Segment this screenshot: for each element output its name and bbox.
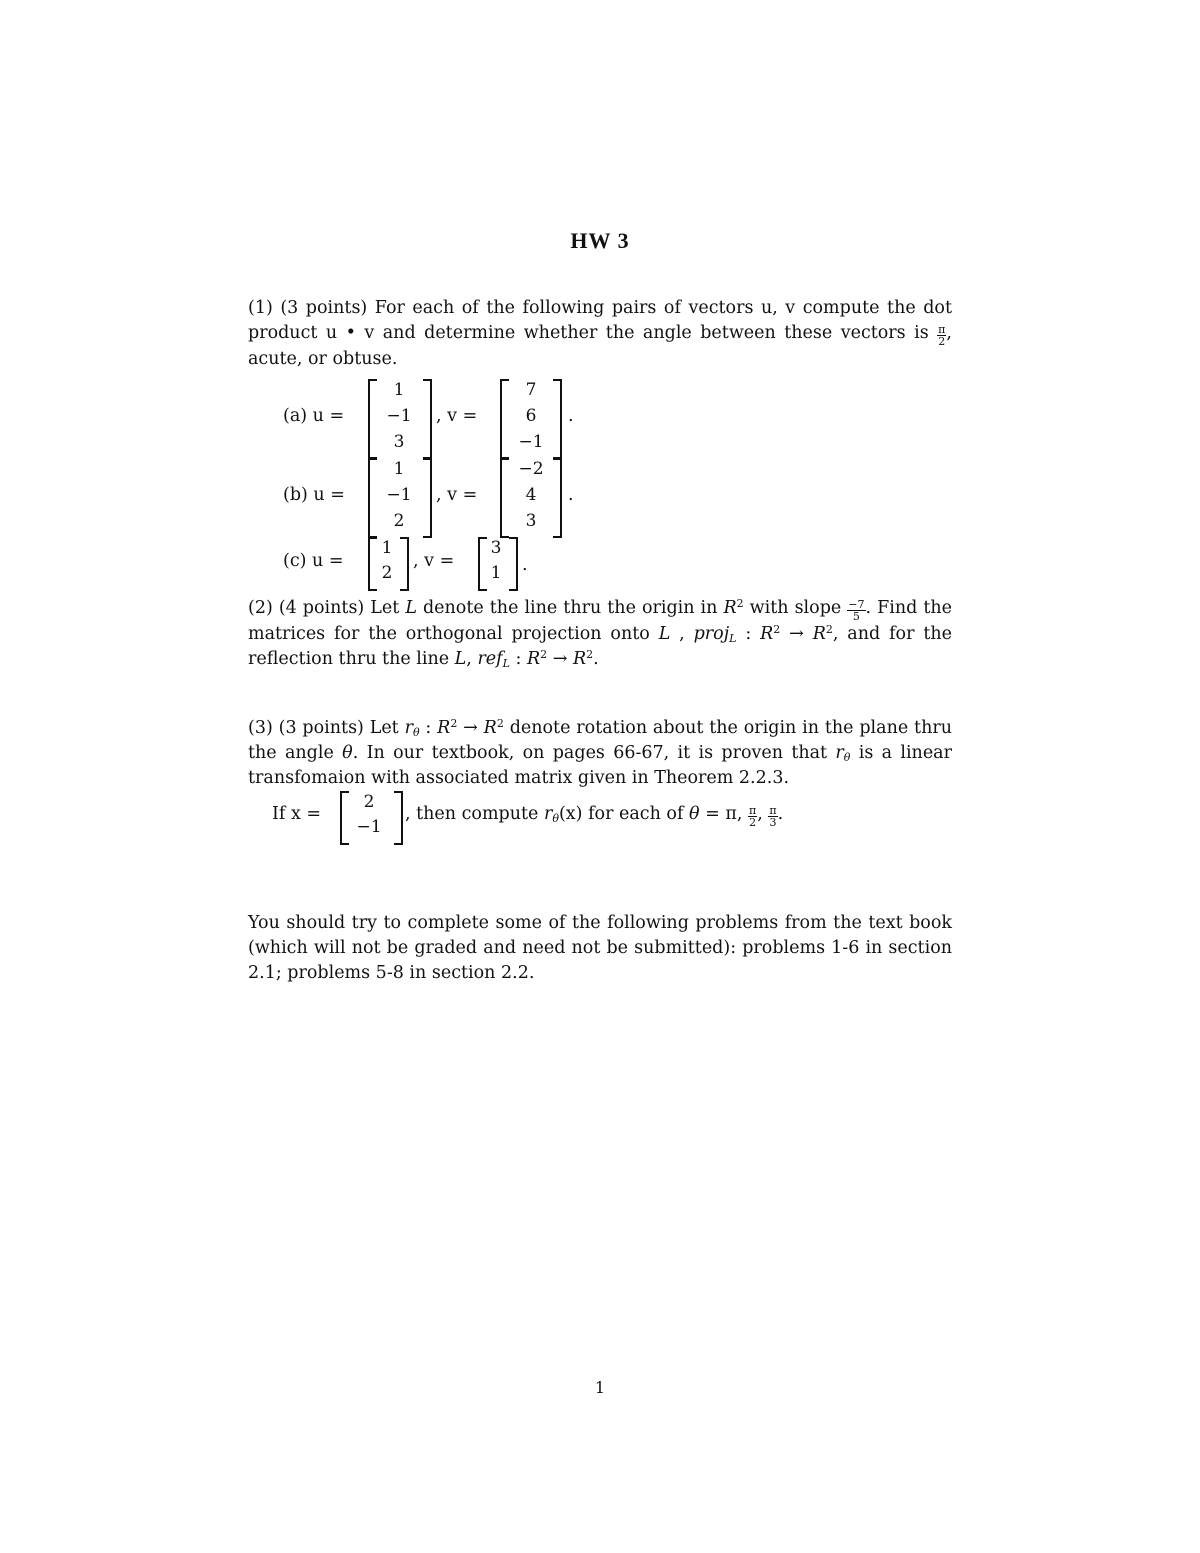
symbol-R: R — [483, 718, 497, 738]
bracket-right — [400, 537, 409, 591]
problem-3-text — [248, 716, 952, 791]
vector-a-v-1: 7 — [525, 380, 537, 400]
exponent: 2 — [540, 648, 548, 661]
text: : — [736, 624, 761, 644]
exponent: 2 — [825, 623, 833, 636]
symbol-R: R — [723, 598, 737, 618]
vector-b-v-1: −2 — [518, 459, 544, 479]
vector-b-label: (b) u = — [283, 485, 345, 505]
bracket-right — [509, 537, 518, 591]
exponent: 2 — [450, 717, 458, 730]
text: . In our textbook, on pages 66-67, it is proven that — [352, 743, 836, 763]
symbol-R: R — [526, 649, 541, 669]
subscript-L: L — [729, 632, 737, 645]
vector-a-v-2: 6 — [525, 406, 537, 426]
text: : — [509, 649, 527, 669]
text: denote the line thru the origin in — [416, 598, 724, 618]
period: . — [522, 555, 528, 575]
bracket-right — [423, 379, 432, 459]
text: with slope — [743, 598, 848, 618]
symbol-r: r — [404, 718, 413, 738]
text: , and for the reflection thru the line — [248, 624, 952, 669]
subscript-theta: θ — [412, 726, 420, 739]
bracket-right — [553, 379, 562, 459]
bracket-right — [394, 791, 403, 845]
symbol-L: L — [658, 624, 671, 644]
vector-a-u-1: 1 — [393, 380, 405, 400]
vector-a-v-3: −1 — [518, 432, 544, 452]
if-x-label: If x = — [272, 804, 322, 824]
page-title: HW 3 — [570, 228, 630, 253]
symbol-R: R — [760, 624, 774, 644]
text: , — [466, 649, 478, 669]
vector-b-v-2: 4 — [525, 485, 537, 505]
exponent: 2 — [773, 623, 781, 636]
period: . — [568, 485, 574, 505]
problem-3-then-text: , then compute $r_\theta(x)$ for each of θ = π, $\frac{\pi}{2}$ , $\frac{\pi}{3}$ . — [405, 804, 784, 829]
text: , — [670, 624, 694, 644]
period: . — [568, 406, 574, 426]
symbol-theta: θ — [342, 743, 353, 763]
pi-over-2-fraction: $\frac{\pi}{2}$ — [938, 323, 946, 348]
problem-2-text — [248, 596, 952, 672]
text: (2) (4 points) Let — [248, 598, 406, 618]
bracket-right — [423, 458, 432, 538]
vector-a-u-3: 3 — [393, 432, 405, 452]
exponent: 2 — [496, 717, 504, 730]
problem-1-head: (1) (3 points) For each of the following pairs of vectors u, v compute the dot product u — [248, 298, 952, 343]
vector-b-v-3: 3 — [525, 511, 537, 531]
vector-c-v-1: 3 — [490, 538, 502, 558]
text: . — [593, 649, 599, 669]
text: is a linear transfomaion with associated matrix given in Theorem 2.2.3. — [248, 743, 952, 788]
arrow-icon: → — [547, 649, 573, 669]
symbol-R: R — [572, 649, 587, 669]
exponent: 2 — [736, 597, 744, 610]
proj-symbol: proj — [693, 624, 730, 644]
vector-c-label: (c) u = — [283, 551, 344, 571]
vector-x-2: −1 — [356, 817, 382, 837]
vector-a-label: (a) u = — [283, 406, 345, 426]
arrow-icon: → — [780, 624, 813, 644]
subscript-L: L — [502, 657, 510, 670]
slope-fraction: $\frac{-7}{5}$ — [848, 598, 865, 623]
problem-1-mid: v and determine whether the angle between these vectors is — [364, 323, 929, 343]
symbol-L: L — [405, 598, 417, 618]
symbol-R: R — [812, 624, 826, 644]
arrow-icon: → — [457, 718, 484, 738]
vector-c-u-2: 2 — [381, 563, 393, 583]
page-number: 1 — [594, 1378, 606, 1397]
v-label: , v = — [436, 406, 478, 426]
problem-1-tail: , acute, or obtuse. — [248, 323, 952, 369]
vector-c-v-2: 1 — [490, 563, 502, 583]
symbol-R: R — [437, 718, 451, 738]
dot-symbol: • — [345, 323, 356, 343]
vector-b-u-2: −1 — [386, 485, 412, 505]
v-label: , v = — [436, 485, 478, 505]
suggested-problems-note: You should try to complete some of the following problems from the text book (which will not be graded and need not be submitted): problems 1-6 in section 2.1; problems 5-8 in section 2.2. — [248, 913, 952, 983]
symbol-r: r — [835, 743, 844, 763]
bracket-right — [553, 458, 562, 538]
text: . Find the matrices for the orthogonal projection onto — [248, 598, 952, 644]
ref-symbol: ref — [477, 649, 503, 669]
vector-c-u-1: 1 — [381, 538, 393, 558]
v-label: , v = — [413, 551, 455, 571]
text: : — [419, 718, 438, 738]
exponent: 2 — [586, 648, 594, 661]
vector-b-u-3: 2 — [393, 511, 405, 531]
symbol-L: L — [454, 649, 467, 669]
vector-x-1: 2 — [363, 792, 375, 812]
vector-b-u-1: 1 — [393, 459, 405, 479]
text: denote rotation about the origin in the plane thru the angle — [248, 718, 952, 763]
subscript-theta: θ — [843, 751, 851, 764]
problem-1-text — [248, 296, 952, 372]
text: (3) (3 points) Let — [248, 718, 405, 738]
vector-a-u-2: −1 — [386, 406, 412, 426]
